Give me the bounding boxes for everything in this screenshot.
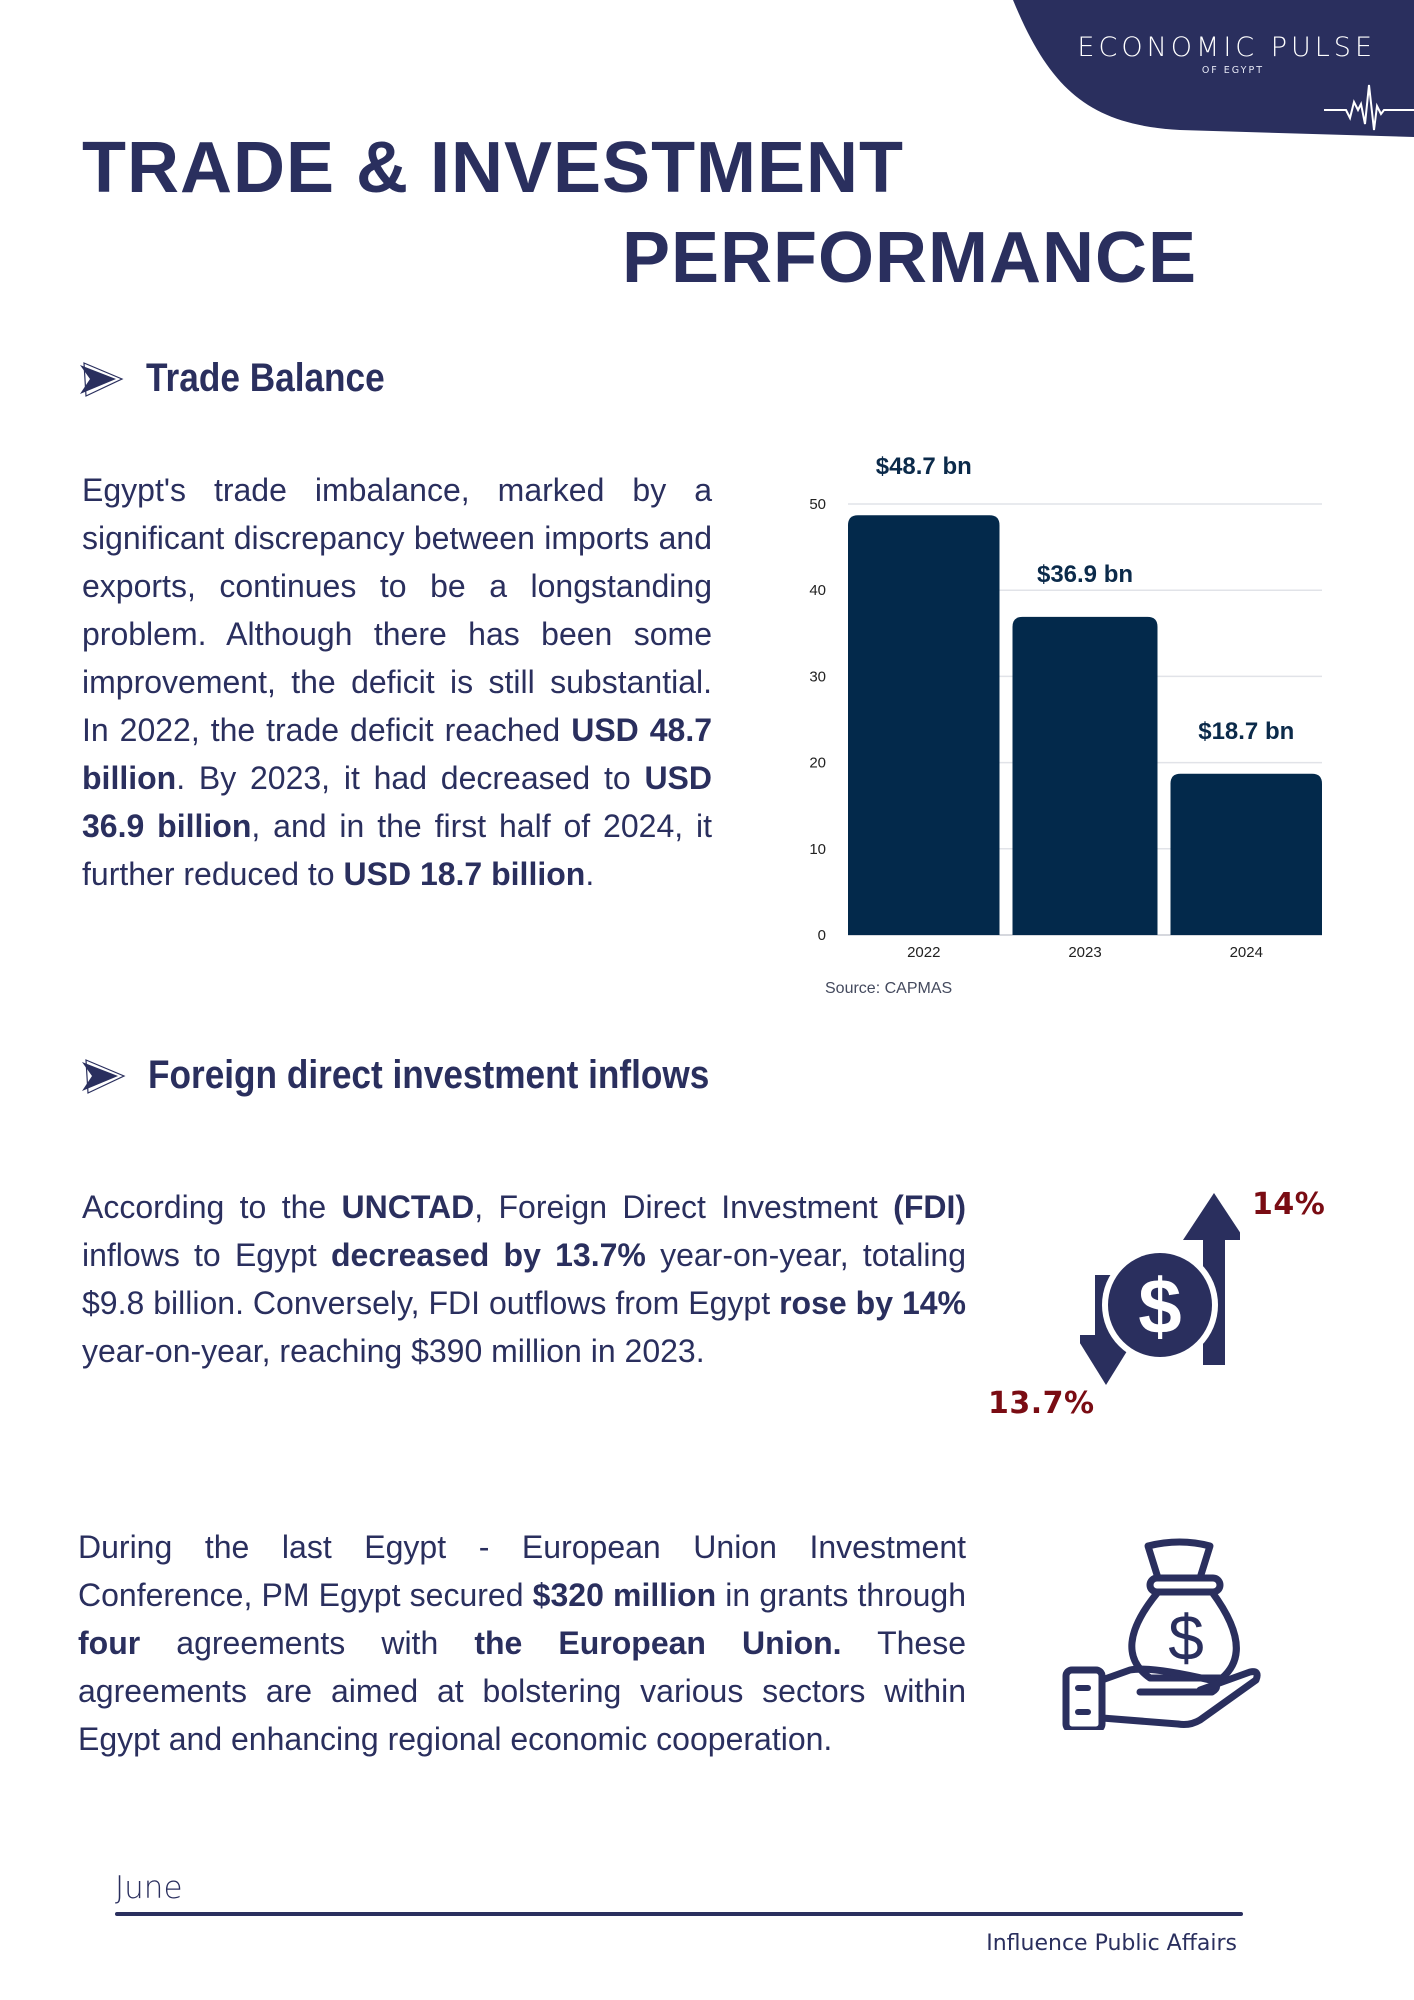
heartbeat-pulse-icon <box>1324 80 1414 138</box>
eu-investment-paragraph <box>78 1523 966 1763</box>
emphasis-text: USD 48.7 billion <box>82 712 713 796</box>
svg-text:$: $ <box>1138 1262 1182 1350</box>
body-text: According to the <box>82 1189 342 1225</box>
body-text: inflows to Egypt <box>82 1237 331 1273</box>
bar-data-label: $18.7 bn <box>1198 717 1295 745</box>
footer-month: June <box>115 1870 183 1906</box>
emphasis-text: decreased by 13.7% <box>331 1237 646 1273</box>
page-title-line2: PERFORMANCE <box>622 218 1198 298</box>
body-text: year-on-year, totaling $9.8 billion. Conversely, FDI outflows from Egypt <box>82 1237 967 1321</box>
body-text: These agreements are aimed at bolstering various sectors within Egypt and enhancing regional economic cooperation. <box>78 1625 967 1757</box>
body-text: in grants through <box>716 1577 967 1613</box>
trade-deficit-bar-chart <box>800 450 1340 1010</box>
footer-organization: Influence Public Affairs <box>986 1931 1237 1956</box>
body-text: During the last Egypt - European Union Investment Conference, PM Egypt secured <box>78 1529 966 1613</box>
emphasis-text: (FDI) <box>893 1189 967 1225</box>
emphasis-text: rose by 14% <box>779 1285 967 1321</box>
svg-text:$: $ <box>1168 1602 1204 1674</box>
emphasis-text: four <box>78 1625 141 1661</box>
y-tick-label: 10 <box>809 840 826 858</box>
bar-data-label: $48.7 bn <box>875 453 972 481</box>
y-tick-label: 50 <box>809 496 826 513</box>
emphasis-text: the European Union. <box>474 1625 842 1661</box>
page-title-line1: TRADE & INVESTMENT <box>82 128 905 208</box>
emphasis-text: USD 18.7 billion <box>343 856 586 892</box>
chart-source: Source: CAPMAS <box>825 980 953 997</box>
brand-subtitle: OF EGYPT <box>1201 65 1264 76</box>
dollar-exchange-arrows-icon <box>1080 1185 1240 1395</box>
y-tick-label: 20 <box>809 754 826 772</box>
bar-data-label: $36.9 bn <box>1036 560 1134 588</box>
x-tick-label: 2024 <box>1229 944 1263 961</box>
trade-balance-heading: Trade Balance <box>146 356 385 400</box>
fdi-outflow-increase-label: 14% <box>1252 1187 1326 1222</box>
body-text: , and in the first half of 2024, it further reduced to <box>82 808 713 892</box>
fdi-inflow-decrease-label: 13.7% <box>988 1386 1095 1421</box>
y-tick-label: 40 <box>809 582 826 600</box>
body-text: agreements with <box>140 1625 475 1661</box>
body-text: . By 2023, it had decreased to <box>176 760 645 796</box>
body-text: . <box>585 856 595 892</box>
y-tick-label: 0 <box>817 927 826 944</box>
footer-divider <box>115 1912 1243 1916</box>
chevron-arrow-icon <box>78 360 124 398</box>
bar-2022 <box>848 515 1000 935</box>
hand-money-bag-icon <box>1050 1520 1270 1730</box>
brand-title: ECONOMIC PULSE <box>1077 32 1376 63</box>
fdi-paragraph <box>82 1183 966 1375</box>
emphasis-text: $320 million <box>532 1577 717 1613</box>
chevron-arrow-icon <box>80 1057 126 1095</box>
bar-2023 <box>1013 617 1158 935</box>
x-tick-label: 2023 <box>1068 944 1102 961</box>
trade-balance-paragraph <box>82 466 712 898</box>
emphasis-text: UNCTAD <box>341 1189 475 1225</box>
body-text: , Foreign Direct Investment <box>474 1189 894 1225</box>
bar-2024 <box>1171 774 1323 935</box>
body-text: Egypt's trade imbalance, marked by a significant discrepancy between imports and exports, continues to be a longstanding problem. Although there has been some improvement, the deficit is still substantial. In 2022, the trade deficit reached <box>82 472 712 748</box>
emphasis-text: USD 36.9 billion <box>82 760 712 844</box>
fdi-heading: Foreign direct investment inflows <box>148 1053 710 1097</box>
body-text: year-on-year, reaching $390 million in 2023. <box>82 1333 705 1369</box>
x-tick-label: 2022 <box>907 944 941 961</box>
section-heading-trade-balance <box>78 356 417 401</box>
y-tick-label: 30 <box>809 668 826 686</box>
section-heading-fdi <box>80 1053 786 1098</box>
